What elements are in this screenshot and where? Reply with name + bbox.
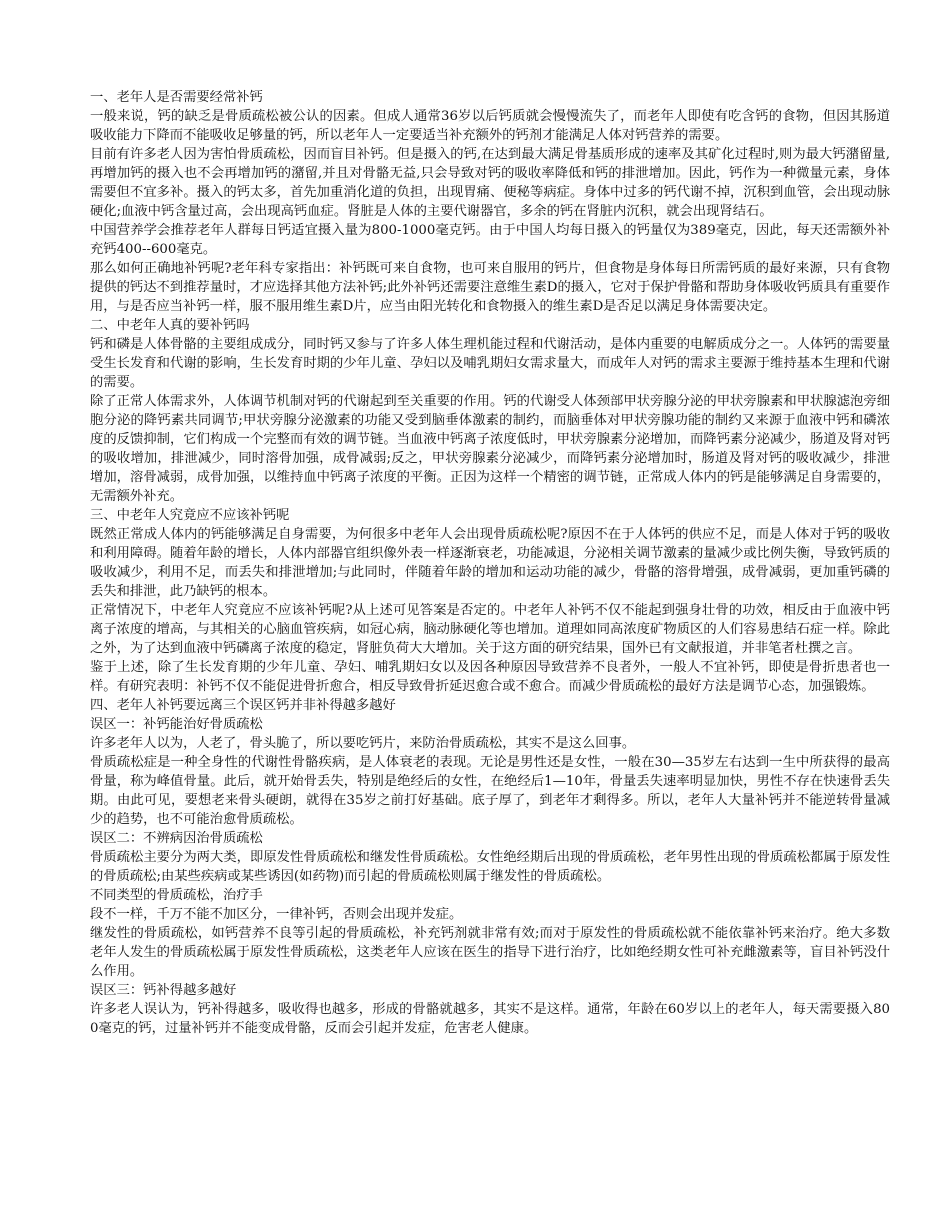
paragraph-1-2: 目前有许多老人因为害怕骨质疏松，因而盲目补钙。但是摄入的钙,在达到最大满足骨基质形成的速率及其矿化过程时,则为最大钙潴留量,再增加钙的摄入也不会再增加钙的潴留,并且对骨骼无益,只会导致对钙的吸收率降低和钙的排泄增加。因此，钙作为一种微量元素，身体需要但不宜多补。摄入的钙太多，首先加重消化道的负担，出现胃痛、便秘等病症。身体中过多的钙代谢不掉，沉积到血管，会出现动脉硬化;血液中钙含量过高，会出现高钙血症。肾脏是人体的主要代谢器官，多余的钙在肾脏内沉积，就会出现肾结石。 [90,147,890,219]
section-heading-3: 三、中老年人究竟应不应该补钙呢 [90,508,290,523]
paragraph-4-7: 许多老人误认为，钙补得越多，吸收得也越多，形成的骨骼就越多，其实不是这样。通常，年龄在60岁以上的老年人，每天需要摄入800毫克的钙，过量补钙并不能变成骨骼，反而会引起并发症，危害老人健康。 [90,1002,890,1036]
section-heading-4: 四、老年人补钙要远离三个误区钙并非补得越多越好 [90,698,396,713]
section-heading-2: 二、中老年人真的要补钙吗 [90,318,250,333]
paragraph-4-4: 不同类型的骨质疏松，治疗手 [90,888,263,903]
paragraph-1-4: 那么如何正确地补钙呢?老年科专家指出：补钙既可来自食物，也可来自服用的钙片，但食物是身体每日所需钙质的最好来源，只有食物提供的钙达不到推荐量时，才应选择其他方法补钙;此外补钙还需要注意维生素D的摄入，它对于保护骨骼和帮助身体吸收钙质具有重要作用，与是否应当补钙一样，服不服用维生素D片，应当由阳光转化和食物摄入的维生素D是否足以满足身体需要决定。 [90,261,890,314]
paragraph-1-3: 中国营养学会推荐老年人群每日钙适宜摄入量为800-1000毫克钙。由于中国人均每日摄入的钙量仅为389毫克，因此，每天还需额外补充钙400--600毫克。 [90,223,890,257]
paragraph-4-5: 段不一样，千万不能不加区分，一律补钙，否则会出现并发症。 [90,907,463,922]
paragraph-4-3: 骨质疏松主要分为两大类，即原发性骨质疏松和继发性骨质疏松。女性绝经期后出现的骨质疏松，老年男性出现的骨质疏松都属于原发性的骨质疏松;由某些疾病或某些诱因(如药物)而引起的骨质疏松则属于继发性的骨质疏松。 [90,850,890,884]
paragraph-3-2: 正常情况下，中老年人究竟应不应该补钙呢?从上述可见答案是否定的。中老年人补钙不仅不能起到强身壮骨的功效，相反由于血液中钙离子浓度的增高，与其相关的心脑血管疾病，如冠心病，脑动脉硬化等也增加。道理如同高浓度矿物质区的人们容易患结石症一样。除此之外，为了达到血液中钙磷离子浓度的稳定，肾脏负荷大大增加。关于这方面的研究结果，国外已有文献报道，并非笔者杜撰之言。 [90,603,890,656]
paragraph-4-2: 骨质疏松症是一种全身性的代谢性骨骼疾病，是人体衰老的表现。无论是男性还是女性，一般在30—35岁左右达到一生中所获得的最高骨量，称为峰值骨量。此后，就开始骨丢失，特别是绝经后的女性，在绝经后1—10年，骨量丢失速率明显加快，男性不存在快速骨丢失期。由此可见，要想老来骨头硬朗，就得在35岁之前打好基础。底子厚了，到老年才剩得多。所以，老年人大量补钙并不能逆转骨量减少的趋势，也不可能治愈骨质疏松。 [90,755,890,827]
myth-heading-1: 误区一：补钙能治好骨质疏松 [90,717,263,732]
document-body [90,88,890,1038]
paragraph-3-3: 鉴于上述，除了生长发育期的少年儿童、孕妇、哺乳期妇女以及因各种原因导致营养不良者外，一般人不宜补钙，即使是骨折患者也一样。有研究表明：补钙不仅不能促进骨折愈合，相反导致骨折延迟愈合或不愈合。而减少骨质疏松的最好方法是调节心态，加强锻炼。 [90,660,890,694]
paragraph-4-6: 继发性的骨质疏松，如钙营养不良等引起的骨质疏松，补充钙剂就非常有效;而对于原发性的骨质疏松就不能依靠补钙来治疗。绝大多数老年人发生的骨质疏松属于原发性骨质疏松，这类老年人应该在医生的指导下进行治疗，比如绝经期女性可补充雌激素等，盲目补钙没什么作用。 [90,926,890,979]
paragraph-1-1: 一般来说，钙的缺乏是骨质疏松被公认的因素。但成人通常36岁以后钙质就会慢慢流失了，而老年人即使有吃含钙的食物，但因其肠道吸收能力下降而不能吸收足够量的钙，所以老年人一定要适当补充额外的钙剂才能满足人体对钙营养的需要。 [90,109,890,143]
paragraph-2-2: 除了正常人体需求外，人体调节机制对钙的代谢起到至关重要的作用。钙的代谢受人体颈部甲状旁腺分泌的甲状旁腺素和甲状腺滤泡旁细胞分泌的降钙素共同调节;甲状旁腺分泌激素的功能又受到脑垂体激素的制约，而脑垂体对甲状旁腺功能的制约又来源于血液中钙和磷浓度的反馈抑制，它们构成一个完整而有效的调节链。当血液中钙离子浓度低时，甲状旁腺素分泌增加，而降钙素分泌减少，肠道及肾对钙的吸收增加，排泄减少，同时溶骨加强，成骨减弱;反之，甲状旁腺素分泌减少，而降钙素分泌增加时，肠道及肾对钙的吸收减少，排泄增加，溶骨减弱，成骨加强，以维持血中钙离子浓度的平衡。正因为这样一个精密的调节链，正常成人体内的钙是能够满足自身需要的，无需额外补充。 [90,394,890,504]
myth-heading-3: 误区三：钙补得越多越好 [90,983,237,998]
paragraph-3-1: 既然正常成人体内的钙能够满足自身需要，为何很多中老年人会出现骨质疏松呢?原因不在于人体钙的供应不足，而是人体对于钙的吸收和利用障碍。随着年龄的增长，人体内部器官组织像外表一样逐渐衰老，功能减退，分泌相关调节激素的量减少或比例失衡，导致钙质的吸收减少，利用不足，而丢失和排泄增加;与此同时，伴随着年龄的增加和运动功能的减少，骨骼的溶骨增强，成骨减弱，更加重钙磷的丢失和排泄，此乃缺钙的根本。 [90,527,890,599]
paragraph-2-1: 钙和磷是人体骨骼的主要组成成分，同时钙又参与了许多人体生理机能过程和代谢活动，是体内重要的电解质成分之一。人体钙的需要量受生长发育和代谢的影响，生长发育时期的少年儿童、孕妇以及哺乳期妇女需求量大，而成年人对钙的需求主要源于维持基本生理和代谢的需要。 [90,337,890,390]
myth-heading-2: 误区二：不辨病因治骨质疏松 [90,831,263,846]
section-heading-1: 一、老年人是否需要经常补钙 [90,90,263,105]
paragraph-4-1: 许多老年人以为，人老了，骨头脆了，所以要吃钙片，来防治骨质疏松，其实不是这么回事。 [90,736,636,751]
